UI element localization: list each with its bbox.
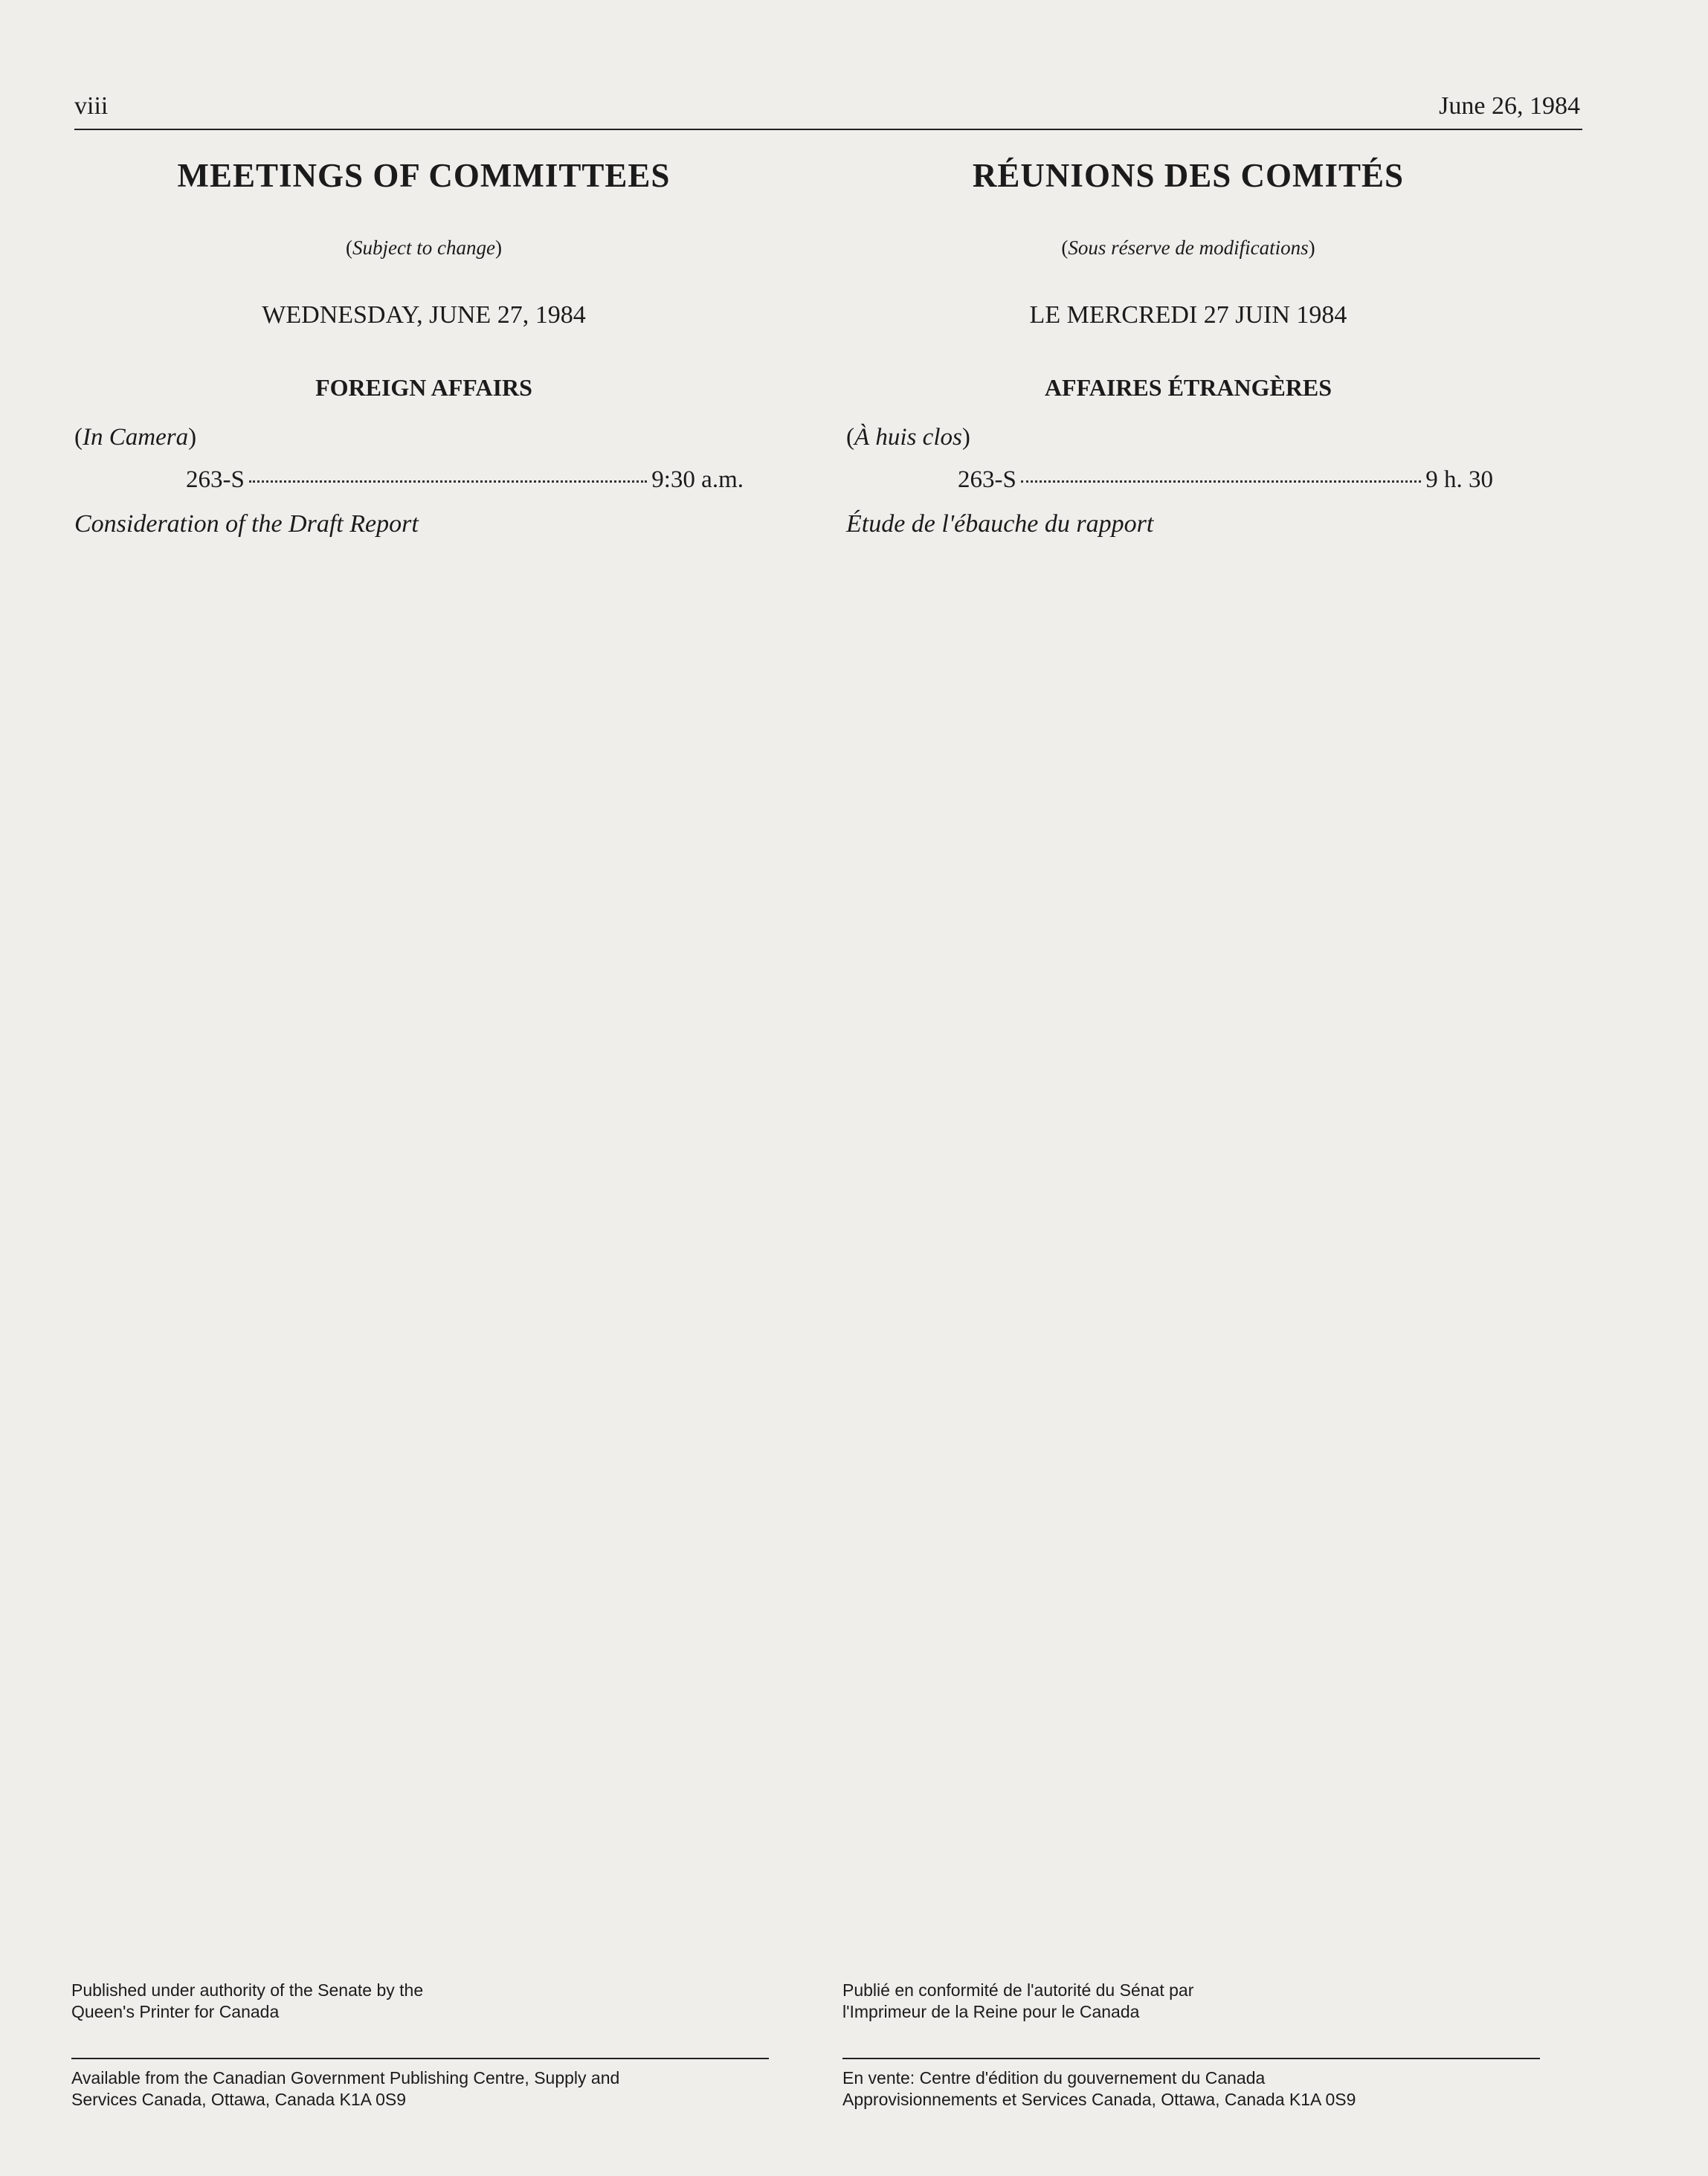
available-french-line-1: En vente: Centre d'édition du gouvernement du Canada bbox=[842, 2068, 1266, 2088]
english-agenda: Consideration of the Draft Report bbox=[74, 510, 419, 538]
french-agenda: Étude de l'ébauche du rapport bbox=[846, 510, 1154, 538]
available-english-line-2: Services Canada, Ottawa, Canada K1A 0S9 bbox=[71, 2090, 407, 2109]
english-committee-name: FOREIGN AFFAIRS bbox=[315, 374, 532, 401]
available-notice-english bbox=[71, 2067, 785, 2111]
published-notice-french bbox=[842, 1980, 1541, 2023]
available-notice-french bbox=[842, 2067, 1556, 2111]
published-french-line-2: l'Imprimeur de la Reine pour le Canada bbox=[842, 2002, 1140, 2021]
page-date: June 26, 1984 bbox=[1439, 92, 1580, 120]
footer-rule-right bbox=[842, 2058, 1540, 2059]
english-title: MEETINGS OF COMMITTEES bbox=[177, 157, 671, 194]
footer-rule-left bbox=[71, 2058, 769, 2059]
french-in-camera-text: À huis clos bbox=[854, 424, 962, 451]
french-time: 9 h. 30 bbox=[1425, 466, 1493, 493]
french-room-time bbox=[846, 466, 1493, 494]
english-column bbox=[74, 156, 788, 538]
french-committee-name: AFFAIRES ÉTRANGÈRES bbox=[1044, 374, 1332, 401]
english-subject-note: (Subject to change) bbox=[346, 236, 502, 259]
english-time: 9:30 a.m. bbox=[651, 466, 744, 493]
published-english-line-1: Published under authority of the Senate by the bbox=[71, 1980, 424, 2000]
french-leader-dots bbox=[1021, 480, 1421, 483]
published-english-line-2: Queen's Printer for Canada bbox=[71, 2002, 280, 2021]
header-rule bbox=[74, 129, 1582, 130]
french-room: 263-S bbox=[958, 466, 1016, 493]
french-subject-note: (Sous réserve de modifications) bbox=[1061, 236, 1315, 259]
page-number: viii bbox=[74, 92, 109, 120]
english-room: 263-S bbox=[186, 466, 245, 493]
english-in-camera-text: In Camera bbox=[83, 424, 189, 451]
english-room-time bbox=[74, 466, 744, 494]
english-in-camera: (In Camera) bbox=[74, 424, 197, 451]
french-meeting-date: LE MERCREDI 27 JUIN 1984 bbox=[1029, 301, 1347, 329]
french-subject-text: Sous réserve de modifications bbox=[1068, 236, 1309, 259]
english-meeting-date: WEDNESDAY, JUNE 27, 1984 bbox=[262, 301, 586, 329]
published-notice-english bbox=[71, 1980, 770, 2023]
published-french-line-1: Publié en conformité de l'autorité du Sénat par bbox=[842, 1980, 1194, 2000]
available-french-line-2: Approvisionnements et Services Canada, Ottawa, Canada K1A 0S9 bbox=[842, 2090, 1356, 2109]
available-english-line-1: Available from the Canadian Government Publishing Centre, Supply and bbox=[71, 2068, 620, 2088]
french-title: RÉUNIONS DES COMITÉS bbox=[972, 157, 1405, 194]
english-subject-text: Subject to change bbox=[352, 236, 495, 259]
french-in-camera: (À huis clos) bbox=[846, 424, 970, 451]
english-leader-dots bbox=[249, 480, 647, 483]
french-column bbox=[846, 156, 1582, 538]
